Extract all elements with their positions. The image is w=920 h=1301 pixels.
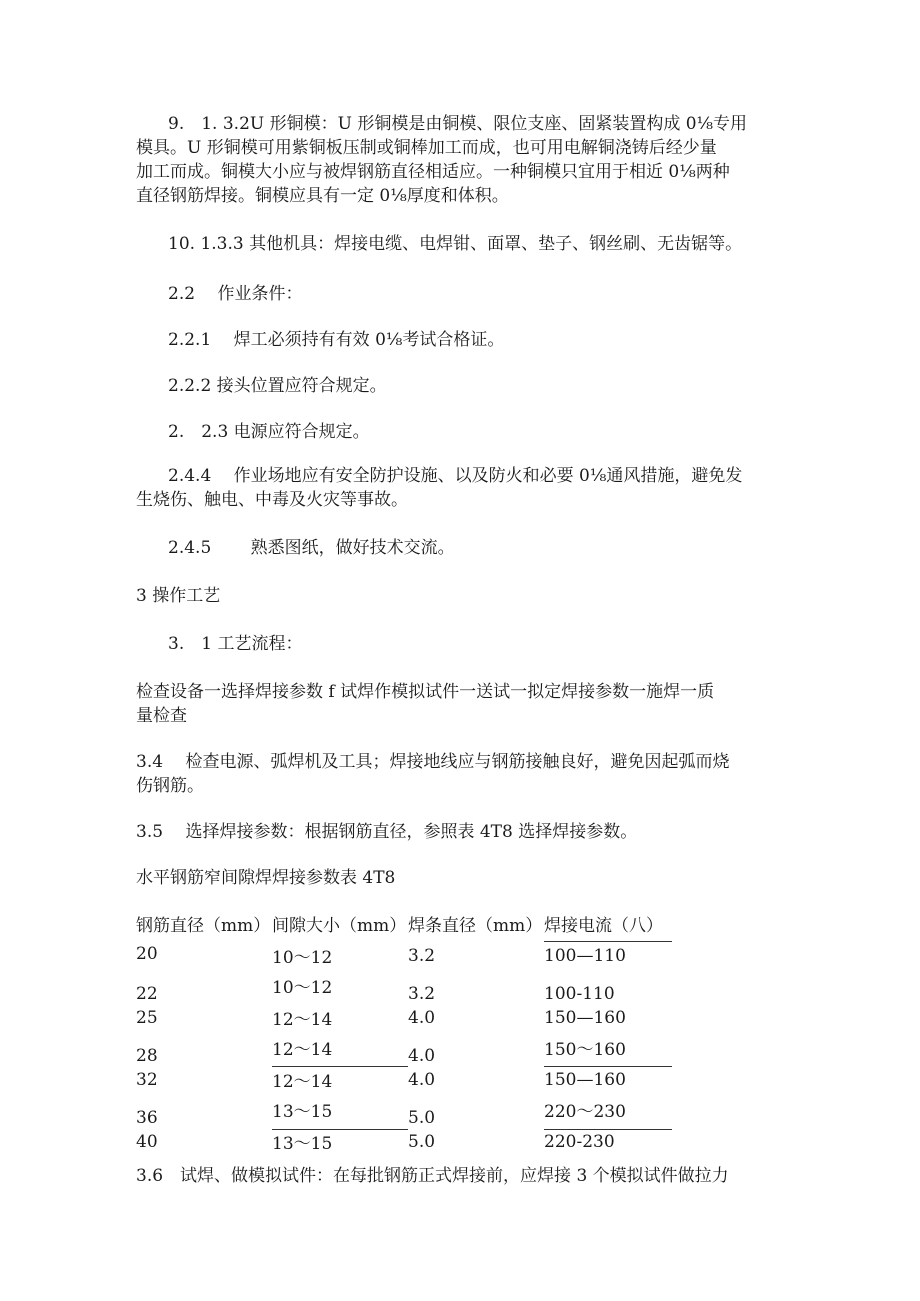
paragraph-u-copper-mold-line3: 加工而成。铜模大小应与被焊钢筋直径相适应。一种铜模只宜用于相近 0⅛两种 [136, 162, 730, 182]
table-cell: 20 [136, 944, 158, 964]
paragraph-welder-certificate: 2.2.1 焊工必须持有有效 0⅛考试合格证。 [168, 330, 505, 350]
table-cell: 4.0 [408, 1008, 436, 1028]
table-cell: 150—160 [544, 1070, 626, 1090]
paragraph-other-tools: 10. 1.3.3 其他机具：焊接电缆、电焊钳、面罩、垫子、钢丝刷、无齿锯等。 [168, 234, 743, 254]
table-cell: 22 [136, 984, 158, 1004]
table-rule [544, 1066, 672, 1067]
paragraph-u-copper-mold-line4: 直径钢筋焊接。铜模应具有一定 0⅛厚度和体积。 [136, 186, 509, 206]
paragraph-site-safety-line1: 2.4.4 作业场地应有安全防护设施、以及防火和必要 0⅛通风措施，避免发 [168, 466, 743, 486]
paragraph-check-equipment-line1: 3.4 检查电源、弧焊机及工具；焊接地线应与钢筋接触良好，避免因起弧而烧 [136, 752, 730, 772]
paragraph-u-copper-mold-line2: 模具。U 形铜模可用紫铜板压制或铜棒加工而成，也可用电解铜浇铸后经少量 [136, 138, 717, 158]
table-cell: 13～15 [272, 1134, 333, 1154]
table-cell: 10～12 [272, 948, 333, 968]
table-title: 水平钢筋窄间隙焊焊接参数表 4T8 [136, 868, 396, 888]
paragraph-drawings: 2.4.5 熟悉图纸，做好技术交流。 [168, 538, 455, 558]
paragraph-site-safety-line2: 生烧伤、触电、中毒及火灾等事故。 [136, 490, 408, 510]
table-cell: 220-230 [544, 1132, 615, 1152]
paragraph-joint-position: 2.2.2 接头位置应符合规定。 [168, 376, 387, 396]
table-cell: 10～12 [272, 978, 333, 998]
table-cell: 5.0 [408, 1108, 436, 1128]
paragraph-process-flow-line1: 检查设备一选择焊接参数 f 试焊作模拟试件一送试一拟定焊接参数一施焊一质 [136, 682, 715, 702]
table-rule [544, 941, 672, 942]
table-cell: 40 [136, 1132, 158, 1152]
table-cell: 12～14 [272, 1010, 333, 1030]
paragraph-select-parameters: 3.5 选择焊接参数：根据钢筋直径，参照表 4T8 选择焊接参数。 [136, 822, 638, 842]
table-cell: 100—110 [544, 946, 626, 966]
table-cell: 3.2 [408, 946, 436, 966]
table-header-electrode-diameter: 焊条直径（mm） [408, 916, 543, 936]
table-cell: 13～15 [272, 1102, 333, 1122]
table-header-gap-size: 间隙大小（mm） [272, 916, 407, 936]
section-heading-operation: 3 操作工艺 [136, 586, 221, 606]
table-cell: 3.2 [408, 984, 436, 1004]
table-cell: 28 [136, 1046, 158, 1066]
paragraph-trial-welding: 3.6 试焊、做模拟试件：在每批钢筋正式焊接前，应焊接 3 个模拟试件做拉力 [136, 1166, 729, 1186]
table-rule [272, 1129, 408, 1130]
table-header-rebar-diameter: 钢筋直径（mm） [136, 916, 271, 936]
paragraph-process-flow-line2: 量检查 [136, 706, 187, 726]
table-rule [272, 1066, 408, 1067]
table-cell: 150—160 [544, 1008, 626, 1028]
table-cell: 4.0 [408, 1046, 436, 1066]
table-cell: 4.0 [408, 1070, 436, 1090]
table-cell: 5.0 [408, 1132, 436, 1152]
table-cell: 36 [136, 1108, 158, 1128]
paragraph-check-equipment-line2: 伤钢筋。 [136, 776, 204, 796]
table-cell: 12～14 [272, 1072, 333, 1092]
table-cell: 32 [136, 1070, 158, 1090]
table-cell: 150～160 [544, 1040, 626, 1060]
heading-work-conditions: 2.2 作业条件： [168, 284, 303, 304]
table-header-welding-current: 焊接电流（八） [544, 916, 663, 936]
table-cell: 25 [136, 1008, 158, 1028]
paragraph-power-supply: 2. 2.3 电源应符合规定。 [168, 422, 370, 442]
paragraph-u-copper-mold-line1: 9. 1. 3.2U 形铜模：U 形铜模是由铜模、限位支座、固紧装置构成 0⅛专用 [168, 114, 748, 134]
table-cell: 220～230 [544, 1102, 626, 1122]
heading-process-flow: 3. 1 工艺流程： [168, 634, 303, 654]
table-cell: 12～14 [272, 1040, 333, 1060]
table-cell: 100-110 [544, 984, 615, 1004]
